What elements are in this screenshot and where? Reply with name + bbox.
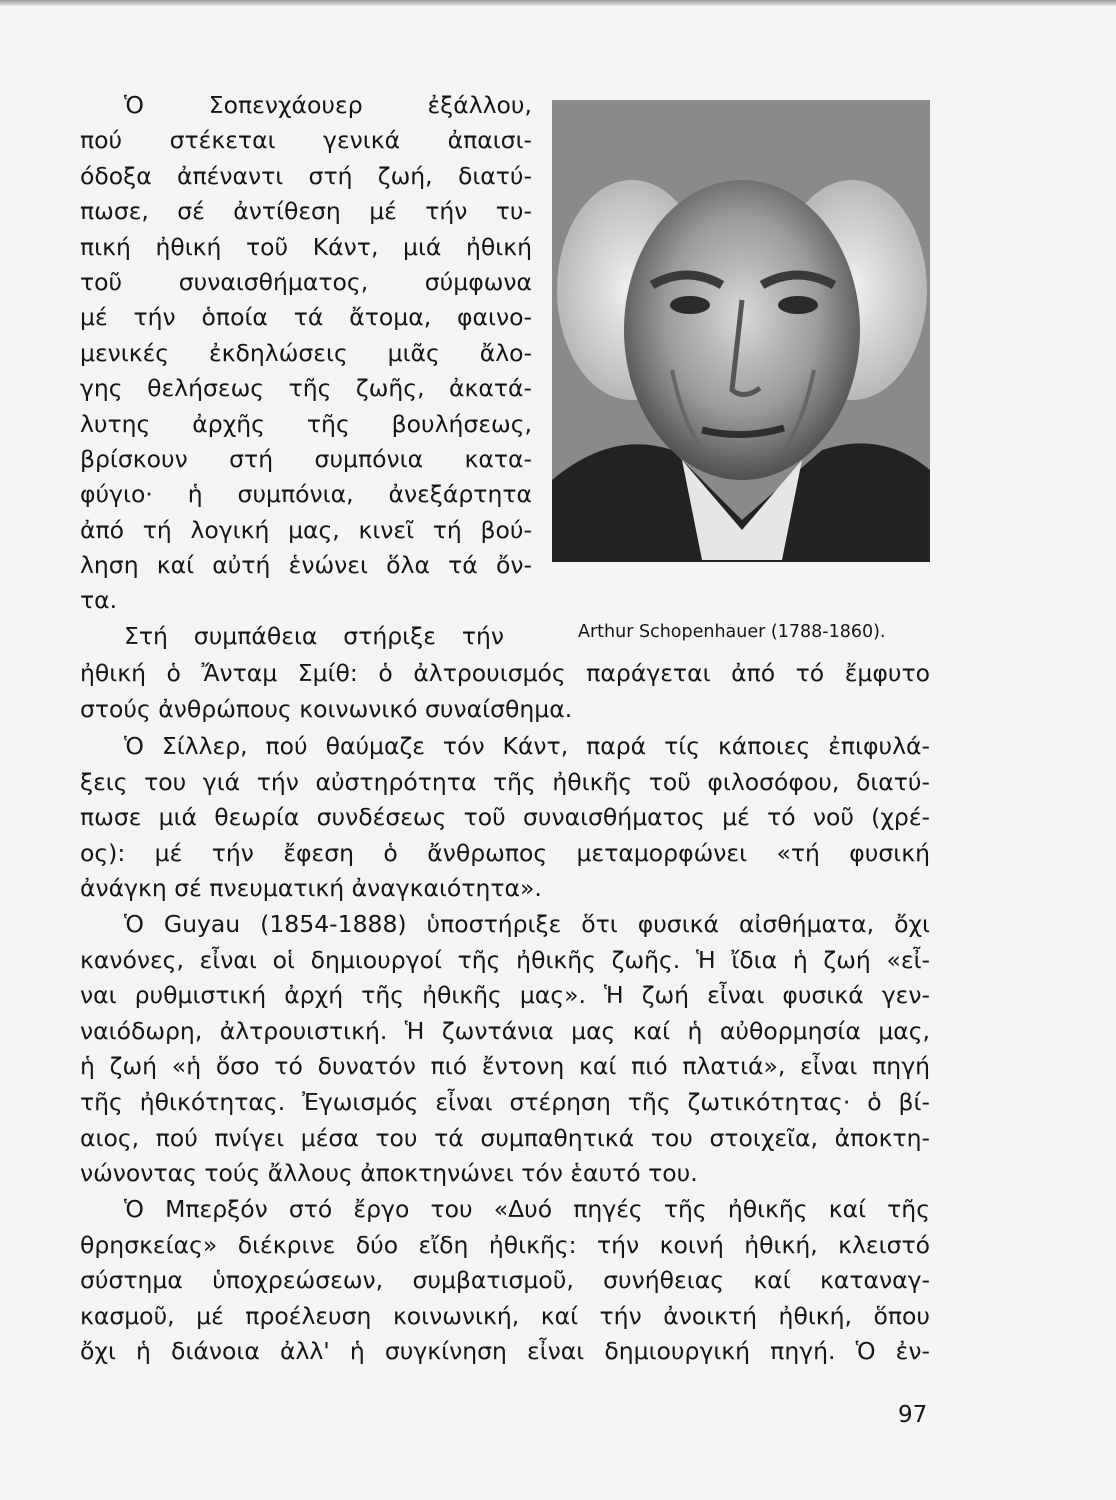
text-line: μενικές ἐκδηλώσεις μιᾶς ἄλο- bbox=[80, 338, 532, 367]
text-line: Ὁ Guyau (1854-1888) ὑποστήριξε ὅτι φυσικά αἰσθήματα, ὄχι bbox=[124, 910, 930, 938]
text-line: νώνοντας τούς ἄλλους ἀποκτηνώνει τόν ἑαυτό του. bbox=[80, 1159, 698, 1188]
text-line: πωσε, σέ ἀντίθεση μέ τήν τυ- bbox=[80, 197, 532, 226]
text-line: μέ τήν ὁποία τά ἄτομα, φαινο- bbox=[80, 303, 532, 332]
text-line: Ὁ Σοπενχάουερ ἐξάλλου, bbox=[124, 91, 532, 119]
text-line: φύγιο· ἡ συμπόνια, ἀνεξάρτητα bbox=[80, 480, 532, 509]
text-line-content: Στή συμπάθεια στήριξε τήν bbox=[124, 621, 504, 650]
text-line: ὄχι ἡ διάνοια ἀλλ' ἡ συγκίνηση εἶναι δημιουργική πηγή. Ὁ ἐν- bbox=[80, 1337, 930, 1366]
text-line: ἡ ζωή «ἡ ὅσο τό δυνατόν πιό ἔντονη καί πιό πλατιά», εἶναι πηγή bbox=[80, 1052, 930, 1081]
text-line: ναι ρυθμιστική ἀρχή τῆς ἠθικῆς μας». Ἡ ζωή εἶναι φυσικά γεν- bbox=[80, 981, 930, 1010]
paragraph-smith bbox=[80, 656, 930, 727]
text-line: ἀνάγκη σέ πνευματική ἀναγκαιότητα». bbox=[80, 874, 542, 903]
photo-caption: Arthur Schopenhauer (1788-1860). bbox=[578, 622, 886, 642]
portrait-photo-icon bbox=[552, 100, 930, 562]
text-line: Ὁ Σίλλερ, πού θαύμαζε τόν Κάντ, παρά τίς κάποιες ἐπιφυλά- bbox=[124, 732, 930, 760]
text-line: βρίσκουν στή συμπόνια κατα- bbox=[80, 444, 532, 473]
text-line: ξεις του γιά τήν αὐστηρότητα τῆς ἠθικῆς τοῦ φιλοσόφου, διατύ- bbox=[80, 767, 930, 796]
text-line: όδοξα ἀπέναντι στή ζωή, διατύ- bbox=[80, 161, 532, 190]
portrait-photo bbox=[552, 100, 930, 562]
text-line: γης θελήσεως τῆς ζωῆς, ἀκατά- bbox=[80, 374, 532, 403]
text-line: τοῦ συναισθήματος, σύμφωνα bbox=[80, 267, 532, 296]
text-line: στούς ἀνθρώπους κοινωνικό συναίσθημα. bbox=[80, 694, 573, 723]
paragraph-guyau bbox=[80, 907, 930, 1192]
text-line: πωσε μιά θεωρία συνδέσεως τοῦ συναισθήματος μέ τό νοῦ (χρέ- bbox=[80, 803, 930, 832]
text-line: ληση καί αὐτή ἑνώνει ὅλα τά ὄν- bbox=[80, 551, 532, 580]
text-line: κανόνες, εἶναι οἱ δημιουργοί τῆς ἠθικῆς ζωῆς. Ἡ ἴδια ἡ ζωή «εἶ- bbox=[80, 945, 930, 974]
text-line: ος): μέ τήν ἔφεση ὁ ἄνθρωπος μεταμορφώνει «τή φυσική bbox=[80, 838, 930, 867]
text-line: ἠθική ὁ Ἄνταμ Σμίθ: ὁ ἀλτρουισμός παράγεται ἀπό τό ἔμφυτο bbox=[80, 659, 930, 687]
text-line: πική ἠθική τοῦ Κάντ, μιά ἠθική bbox=[80, 232, 532, 261]
text-line: ναιόδωρη, ἀλτρουιστική. Ἡ ζωντάνια μας καί ἡ αὐθορμησία μας, bbox=[80, 1016, 930, 1045]
text-line: λυτης ἀρχῆς τῆς βουλήσεως, bbox=[80, 409, 532, 438]
text-line: ἀπό τή λογική μας, κινεῖ τή βού- bbox=[80, 515, 532, 544]
text-line: σύστημα ὑποχρεώσεων, συμβατισμοῦ, συνήθειας καί καταναγ- bbox=[80, 1266, 930, 1295]
text-line: κασμοῦ, μέ προέλευση κοινωνική, καί τήν ἀνοικτή ἠθική, ὅπου bbox=[80, 1301, 930, 1330]
page-top-edge bbox=[0, 0, 1116, 6]
text-line bbox=[80, 619, 544, 654]
text-line: πού στέκεται γενικά ἀπαισι- bbox=[80, 126, 532, 155]
text-line: θρησκείας» διέκρινε δύο εἴδη ἠθικῆς: τήν κοινή ἠθική, κλειστό bbox=[80, 1230, 930, 1259]
text-line: τα. bbox=[80, 586, 118, 615]
text-line: αιος, πού πνίγει μέσα του τά συμπαθητικά του στοιχεῖα, ἀποκτη- bbox=[80, 1123, 930, 1152]
paragraph-schiller bbox=[80, 729, 930, 907]
intro-paragraph bbox=[80, 88, 532, 654]
page-number: 97 bbox=[898, 1402, 928, 1428]
text-line: τῆς ἠθικότητας. Ἐγωισμός εἶναι στέρηση τῆς ζωτικότητας· ὁ βί- bbox=[80, 1087, 930, 1116]
text-line: Ὁ Μπερξόν στό ἔργο του «Δυό πηγές τῆς ἠθικῆς καί τῆς bbox=[124, 1195, 930, 1223]
paragraph-bergson bbox=[80, 1192, 930, 1370]
